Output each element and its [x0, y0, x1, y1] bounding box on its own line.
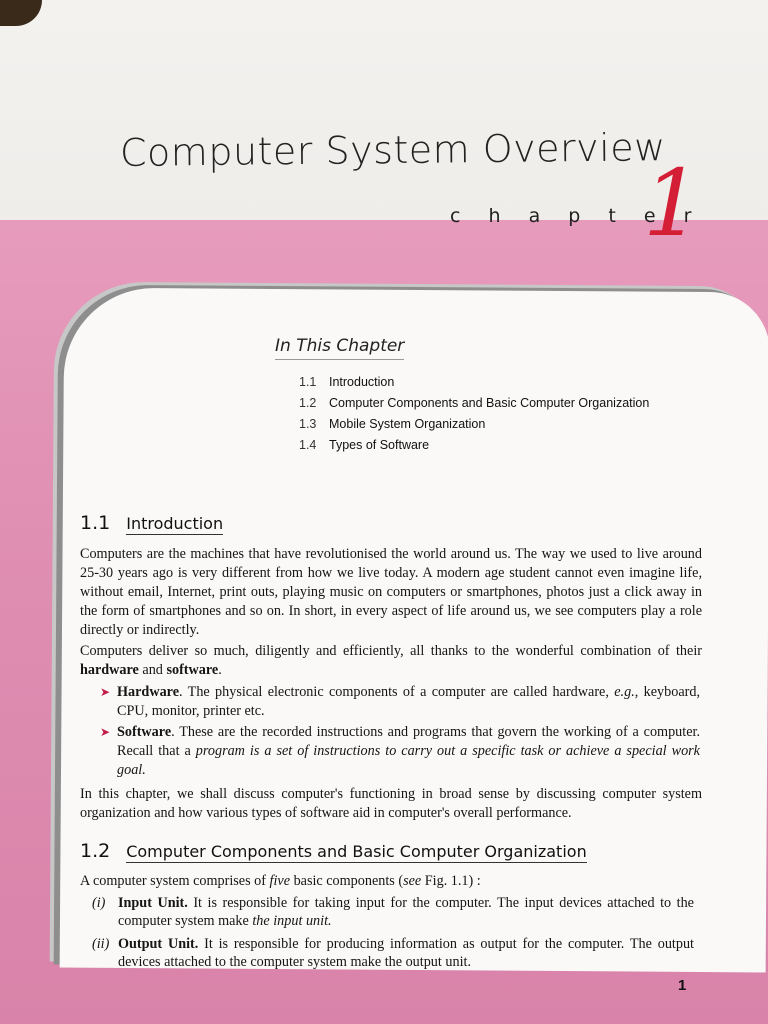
list-body-text: It is responsible for producing information as output for the computer. The output devices attached to the computer system make the output unit. — [118, 936, 694, 970]
bullet-body-text: . The physical electronic components of a computer are called hardware, — [179, 684, 615, 700]
section-title: Introduction — [126, 514, 224, 533]
toc-item-number: 1.3 — [299, 417, 317, 431]
hardware-software-paragraph — [80, 642, 702, 680]
section-number: 1.1 — [80, 512, 111, 534]
bold-term: Software — [117, 724, 172, 740]
section-heading-components — [80, 840, 587, 863]
paragraph-text: and — [138, 662, 167, 678]
toc-item-number: 1.4 — [299, 438, 317, 452]
list-text — [118, 894, 694, 930]
bold-term: Hardware — [117, 684, 179, 700]
paragraph-text: Fig. 1.1) : — [421, 873, 481, 889]
list-item-input-unit — [92, 894, 694, 930]
chapter-label: c h a p t e r — [450, 205, 703, 227]
chapter-contents — [275, 336, 649, 452]
bold-term: software — [166, 662, 219, 678]
paragraph-text: basic components ( — [290, 873, 404, 889]
toc-heading: In This Chapter — [275, 336, 404, 360]
italic-text: see — [403, 873, 422, 889]
toc-item-label: Types of Software — [329, 438, 430, 452]
toc-item-label: Computer Components and Basic Computer Organization — [329, 396, 650, 410]
toc-item-number: 1.1 — [299, 375, 317, 389]
toc-item — [299, 438, 649, 452]
components-intro — [80, 872, 702, 891]
bold-term: Output Unit. — [118, 936, 199, 952]
chapter-title: Computer System Overview — [119, 125, 666, 175]
list-number: (i) — [92, 895, 106, 911]
bold-term: Input Unit. — [118, 895, 188, 911]
paragraph-text: Computers deliver so much, diligently and efficiently, all thanks to the wonderful combination of their — [80, 643, 702, 659]
paragraph-text: . — [218, 662, 222, 678]
diamond-arrow-icon: ➤ — [100, 725, 111, 739]
toc-item-number: 1.2 — [299, 396, 317, 410]
section-number: 1.2 — [80, 840, 111, 862]
list-item-output-unit — [92, 935, 694, 971]
list-text — [118, 935, 694, 971]
list-body-text: It is responsible for taking input for the computer. The input devices attached to the computer system make — [118, 895, 694, 929]
bullet-body-text: . These are the recorded instructions and programs that govern the working of a computer. Recall that a — [117, 724, 700, 759]
toc-item — [299, 417, 649, 431]
section-title: Computer Components and Basic Computer Organization — [126, 842, 587, 861]
toc-item-label: Mobile System Organization — [329, 417, 486, 431]
toc-item — [299, 375, 649, 389]
bullet-text — [117, 723, 700, 780]
bold-term: hardware — [80, 662, 139, 678]
italic-text: five — [269, 873, 291, 889]
italic-text: program is a set of instructions to carry out a specific task or achieve a special work goal. — [117, 743, 700, 778]
chapter-overview-paragraph: In this chapter, we shall discuss computer's functioning in broad sense by discussing computer system organization and how various types of software aid in computer's overall performance. — [80, 786, 702, 821]
paragraph-text: A computer system comprises of — [80, 873, 270, 889]
page-number: 1 — [678, 977, 687, 994]
section-heading-introduction — [80, 512, 223, 535]
bullet-hardware — [100, 683, 700, 721]
bullet-software — [100, 723, 700, 780]
italic-text: e.g., — [614, 684, 639, 700]
toc-item — [299, 396, 649, 410]
bullet-text — [117, 683, 700, 721]
toc-item-label: Introduction — [329, 375, 395, 389]
bullet-body-text: keyboard, CPU, monitor, printer etc. — [117, 684, 700, 719]
list-number: (ii) — [92, 936, 110, 952]
intro-paragraph: Computers are the machines that have revolutionised the world around us. The way we used to live around 25-30 years ago is very different from how we live today. A modern age student cannot even imagine life, without email, Internet, print outs, playing music on computers or smartphones, photos just a click away in the form of smartphones and so on. In short, in every aspect of life around us, we see computers play a role directly or indirectly. — [80, 546, 702, 638]
italic-text: the input unit. — [252, 913, 332, 929]
chapter-number: 1 — [643, 150, 702, 257]
diamond-arrow-icon: ➤ — [100, 685, 111, 699]
